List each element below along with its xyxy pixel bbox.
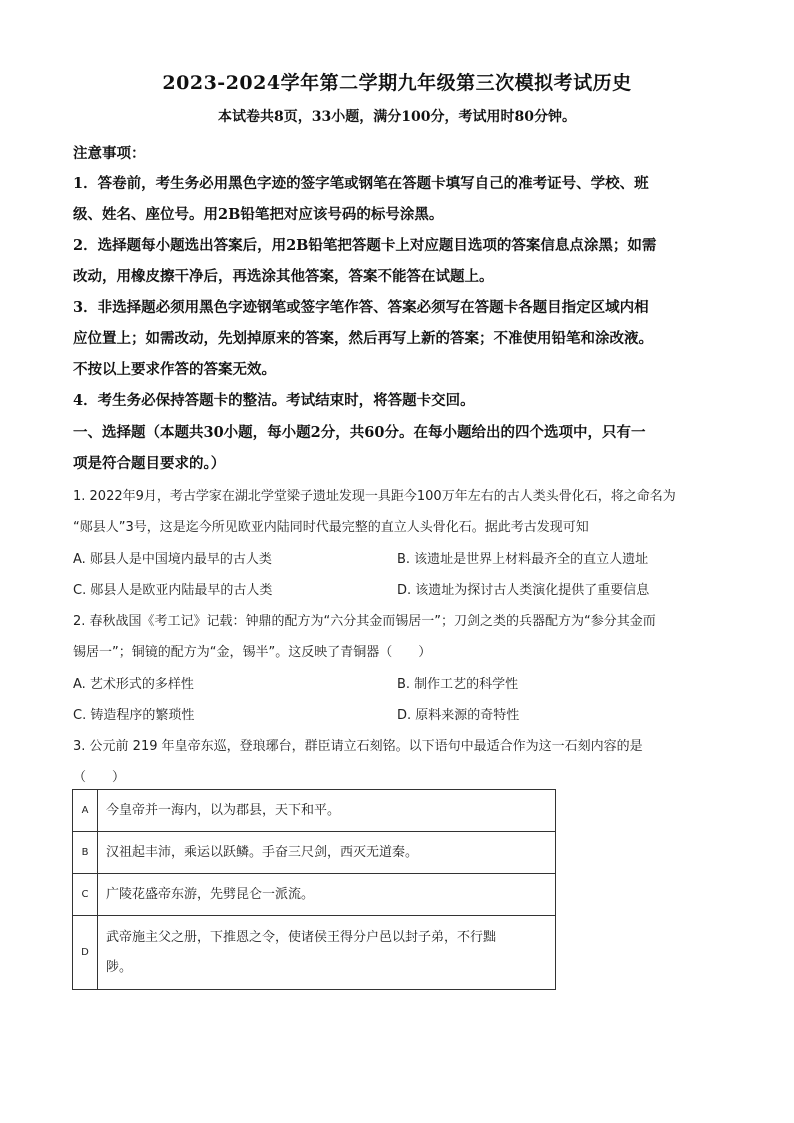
notice-heading: 注意事项： — [73, 145, 146, 162]
question-3-stem-cont: （ ） — [73, 770, 126, 785]
option-key: D — [73, 916, 98, 990]
notice-line: 3．非选择题必须用黑色字迹钢笔或签字笔作答、答案必须写在答题卡各题目指定区域内相 — [73, 299, 649, 316]
option-text — [98, 916, 556, 990]
section-heading: 一、选择题（本题共30小题，每小题2分，共60分。在每小题给出的四个选项中，只有一 — [73, 424, 646, 441]
notice-line: 级、姓名、座位号。用2B铅笔把对应该号码的标号涂黑。 — [73, 206, 444, 223]
question-1-stem-cont: “郧县人”3号，这是迄今所见欧亚内陆同时代最完整的直立人头骨化石。据此考古发现可知 — [73, 520, 589, 535]
question-1-option-d: D. 该遗址为探讨古人类演化提供了重要信息 — [397, 583, 650, 598]
notice-line: 不按以上要求作答的答案无效。 — [73, 361, 276, 378]
notice-line: 改动，用橡皮擦干净后，再选涂其他答案，答案不能答在试题上。 — [73, 268, 494, 285]
question-3-options-table — [72, 789, 556, 990]
option-text: 广陵花盛帝东游，先劈昆仑一派流。 — [98, 874, 556, 916]
question-2-option-b: B. 制作工艺的科学性 — [397, 677, 519, 692]
table-row — [73, 874, 556, 916]
question-2-stem: 2. 春秋战国《考工记》记载：钟鼎的配方为“六分其金而锡居一”；刀剑之类的兵器配方为“参分其金而 — [73, 614, 656, 629]
question-2-option-d: D. 原料来源的奇特性 — [397, 708, 520, 723]
table-row — [73, 832, 556, 874]
notice-line: 4．考生务必保持答题卡的整洁。考试结束时，将答题卡交回。 — [73, 392, 475, 409]
option-key: C — [73, 874, 98, 916]
question-1-option-a: A. 郧县人是中国境内最早的古人类 — [73, 552, 272, 567]
section-heading-cont: 项是符合题目要求的。） — [73, 455, 226, 472]
option-text: 汉祖起丰沛，乘运以跃鳞。手奋三尺剑，西灭无道秦。 — [98, 832, 556, 874]
question-1-stem: 1. 2022年9月，考古学家在湖北学堂梁子遗址发现一具距今100万年左右的古人类头骨化石，将之命名为 — [73, 489, 676, 504]
question-2-option-a: A. 艺术形式的多样性 — [73, 677, 194, 692]
notice-line: 1．答卷前，考生务必用黑色字迹的签字笔或钢笔在答题卡填写自己的准考证号、学校、班 — [73, 175, 649, 192]
notice-line: 2．选择题每小题选出答案后，用2B铅笔把答题卡上对应题目选项的答案信息点涂黑；如需 — [73, 237, 657, 254]
question-2-stem-cont: 锡居一”；铜镜的配方为“金，锡半”。这反映了青铜器（ ） — [73, 645, 432, 660]
question-3-stem: 3. 公元前 219 年皇帝东巡，登琅琊台，群臣请立石刻铭。以下语句中最适合作为这一石刻内容的是 — [73, 739, 643, 754]
page-subtitle: 本试卷共8页，33小题，满分100分，考试用时80分钟。 — [218, 109, 576, 125]
option-key: B — [73, 832, 98, 874]
notice-line: 应位置上；如需改动，先划掉原来的答案，然后再写上新的答案；不准使用铅笔和涂改液。 — [73, 330, 653, 347]
table-row — [73, 790, 556, 832]
page-title: 2023-2024学年第二学期九年级第三次模拟考试历史 — [162, 72, 632, 94]
table-row — [73, 916, 556, 990]
option-key: A — [73, 790, 98, 832]
option-text: 今皇帝并一海内，以为郡县，天下和平。 — [98, 790, 556, 832]
question-1-option-c: C. 郧县人是欧亚内陆最早的古人类 — [73, 583, 273, 598]
option-text-line: 陟。 — [106, 959, 133, 975]
question-1-option-b: B. 该遗址是世界上材料最齐全的直立人遗址 — [397, 552, 649, 567]
option-text-line: 武帝施主父之册，下推恩之令，使诸侯王得分户邑以封子弟，不行黜 — [106, 929, 497, 945]
question-2-option-c: C. 铸造程序的繁琐性 — [73, 708, 195, 723]
